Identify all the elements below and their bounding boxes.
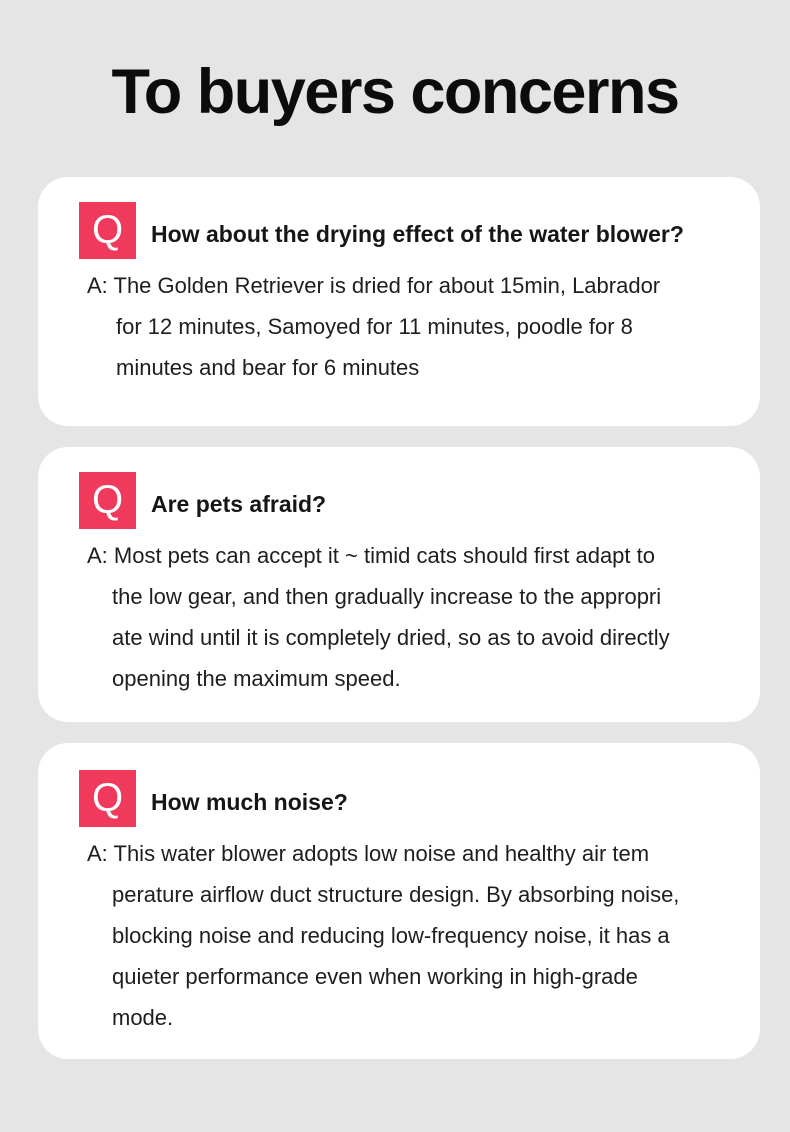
- answer-line: A: Most pets can accept it ~ timid cats should first adapt to: [87, 543, 655, 568]
- question-badge: Q: [79, 202, 136, 259]
- answer-line: perature airflow duct structure design. By absorbing noise,: [112, 882, 680, 907]
- faq-card-drying-effect: [38, 177, 760, 426]
- answer-line: mode.: [112, 1005, 174, 1030]
- faq-card-noise: [38, 743, 760, 1059]
- question-badge: Q: [79, 770, 136, 827]
- faq-question: How much noise?: [151, 789, 348, 815]
- faq-answer: [87, 535, 670, 699]
- answer-line: ate wind until it is completely dried, so as to avoid directly: [112, 625, 670, 650]
- faq-answer: [87, 265, 660, 388]
- faq-question: How about the drying effect of the water blower?: [151, 221, 684, 247]
- answer-line: opening the maximum speed.: [112, 666, 401, 691]
- answer-line: for 12 minutes, Samoyed for 11 minutes, poodle for 8: [116, 314, 633, 339]
- faq-answer: [87, 833, 679, 1038]
- answer-line: the low gear, and then gradually increase to the appropri: [112, 584, 662, 609]
- answer-line: A: This water blower adopts low noise and healthy air tem: [87, 841, 650, 866]
- answer-line: minutes and bear for 6 minutes: [116, 355, 420, 380]
- answer-line: blocking noise and reducing low-frequency noise, it has a: [112, 923, 670, 948]
- question-badge: Q: [79, 472, 136, 529]
- answer-line: quieter performance even when working in high-grade: [112, 964, 638, 989]
- faq-card-pets-afraid: [38, 447, 760, 722]
- answer-line: A: The Golden Retriever is dried for about 15min, Labrador: [87, 273, 661, 298]
- page-title: To buyers concerns: [111, 57, 679, 127]
- faq-question: Are pets afraid?: [151, 491, 327, 517]
